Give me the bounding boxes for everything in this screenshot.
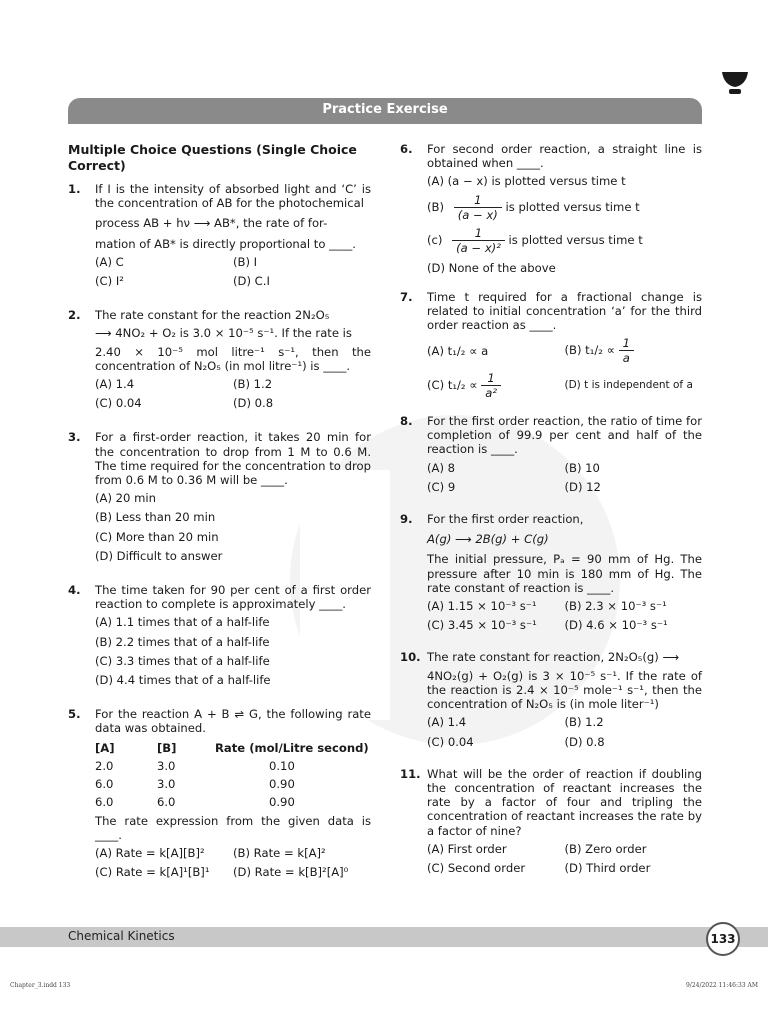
question-text: For the first order reaction, the ratio of time for completion of 99.9 per cent and half of the reaction is ____. xyxy=(427,414,702,457)
option[interactable]: (D) t is independent of a xyxy=(564,379,693,392)
question-number: 3. xyxy=(68,430,81,445)
header-underline xyxy=(68,122,702,124)
option[interactable]: (D) None of the above xyxy=(427,261,556,276)
question-5 xyxy=(68,707,371,879)
print-file-info: Chapter_3.indd 133 xyxy=(10,982,71,989)
question-text: For the reaction A + B ⇌ G, the following rate data was obtained. xyxy=(95,707,371,736)
question-text: 2.40 × 10⁻⁵ mol litre⁻¹ s⁻¹, then the concentration of N₂O₅ (in mol litre⁻¹) is ____. xyxy=(95,344,371,373)
fraction-denominator: a xyxy=(622,351,630,366)
table-header: [A] xyxy=(95,740,115,755)
question-4 xyxy=(68,583,371,687)
table-cell: 3.0 xyxy=(157,758,176,773)
question-text: The rate expression from the given data is ____. xyxy=(95,813,371,842)
question-text: For second order reaction, a straight line is obtained when ____. xyxy=(427,142,702,171)
question-number: 8. xyxy=(400,414,413,429)
print-timestamp: 9/24/2022 11:46:33 AM xyxy=(685,982,758,989)
option[interactable]: (A) First order xyxy=(427,841,507,856)
table-cell: 6.0 xyxy=(95,795,114,810)
question-text: The initial pressure, Pₐ = 90 mm of Hg. The pressure after 10 min is 180 mm of Hg. The rate constant of reaction is ____. xyxy=(427,552,702,595)
option[interactable]: (A) 1.15 × 10⁻³ s⁻¹ xyxy=(427,599,537,614)
option-label: (B) t₁/₂ ∝ xyxy=(564,343,615,358)
table-header-row xyxy=(95,739,369,757)
question-number: 5. xyxy=(68,707,81,722)
option[interactable]: (B) I xyxy=(233,254,258,269)
option[interactable]: (C) 0.04 xyxy=(95,396,142,411)
question-text: What will be the order of reaction if doubling the concentration of reactant increases the rate by a factor of four and tripling the concentration of reactant increases the rate by a factor of nine? xyxy=(427,766,702,838)
option[interactable]: (B) Less than 20 min xyxy=(95,510,216,525)
option[interactable]: (D) Rate = k[B]²[A]⁰ xyxy=(233,865,349,880)
table-row xyxy=(95,757,369,775)
question-text: The time taken for 90 per cent of a first order reaction to complete is approximately ____. xyxy=(95,583,371,612)
question-number: 2. xyxy=(68,308,81,323)
fraction-numerator: 1 xyxy=(619,336,634,351)
option[interactable]: (C) More than 20 min xyxy=(95,529,219,544)
option[interactable]: (C) 9 xyxy=(427,479,456,494)
options-grid xyxy=(427,461,702,494)
table-cell: 0.90 xyxy=(269,777,295,792)
question-text: For a first-order reaction, it takes 20 min for the concentration to drop from 1 M to 0.6 M. The time required for the concentration to drop from 0.6 M to 0.36 M will be ____. xyxy=(95,430,371,488)
fraction-numerator: 1 xyxy=(452,226,505,241)
cup-logo-icon xyxy=(722,72,748,96)
option[interactable] xyxy=(427,193,702,222)
option[interactable]: (A) C xyxy=(95,254,124,269)
question-number: 11. xyxy=(400,766,421,781)
question-3 xyxy=(68,430,371,563)
question-text: ⟶ 4NO₂ + O₂ is 3.0 × 10⁻⁵ s⁻¹. If the rate is xyxy=(95,326,352,341)
fraction xyxy=(481,371,501,400)
option[interactable] xyxy=(565,336,703,365)
table-cell: 3.0 xyxy=(157,777,176,792)
option[interactable]: (A) 1.4 xyxy=(427,715,467,730)
option[interactable]: (C) Rate = k[A]¹[B]¹ xyxy=(95,865,210,880)
fraction-numerator: 1 xyxy=(481,371,501,386)
table-row xyxy=(95,775,369,793)
table-cell: 0.10 xyxy=(269,758,295,773)
question-text: 4NO₂(g) + O₂(g) is 3 × 10⁻⁵ s⁻¹. If the rate of the reaction is 2.4 × 10⁻⁵ mole⁻¹ s⁻¹, then the concentration of N₂O₅ is (in mole liter⁻¹) xyxy=(427,668,702,712)
question-text: The rate constant for the reaction 2N₂O₅ xyxy=(95,308,330,323)
question-text: For the first order reaction, xyxy=(427,512,584,527)
fraction-denominator: (a − x) xyxy=(457,207,498,222)
section-title: Multiple Choice Questions (Single Choice Correct) xyxy=(68,142,357,173)
option[interactable] xyxy=(427,371,565,400)
question-number: 6. xyxy=(400,142,413,156)
option[interactable]: (B) 1.2 xyxy=(564,715,604,730)
fraction-denominator: a² xyxy=(485,385,497,400)
option[interactable]: (B) 2.3 × 10⁻³ s⁻¹ xyxy=(564,599,667,614)
question-7 xyxy=(400,290,702,400)
option[interactable]: (A) 20 min xyxy=(95,491,156,506)
options-grid xyxy=(427,842,702,875)
right-column xyxy=(400,142,702,875)
option-tail: is plotted versus time t xyxy=(505,199,640,214)
option[interactable]: (A) t₁/₂ ∝ a xyxy=(427,343,489,358)
option-label: (C) t₁/₂ ∝ xyxy=(427,377,478,392)
question-number: 9. xyxy=(400,512,413,527)
question-text: The rate constant for reaction, 2N₂O₅(g) ⟶ xyxy=(427,650,680,665)
section-header: Practice Exercise xyxy=(68,98,702,122)
option[interactable] xyxy=(427,226,702,255)
question-text: If I is the intensity of absorbed light and ‘C’ is the concentration of AB for the photochemical xyxy=(95,182,371,211)
question-text: process AB + hν ⟶ AB*, the rate of for- xyxy=(95,216,328,231)
fraction xyxy=(619,336,634,365)
option-label: (c) xyxy=(427,233,443,248)
option[interactable]: (D) Difficult to answer xyxy=(95,548,223,563)
table-cell: 6.0 xyxy=(157,795,176,810)
options-grid xyxy=(427,599,702,632)
fraction-numerator: 1 xyxy=(454,193,502,208)
rate-data-table xyxy=(95,739,369,812)
table-cell: 0.90 xyxy=(269,795,295,810)
option[interactable]: (C) 3.3 times that of a half-life xyxy=(95,653,270,668)
chapter-name: Chemical Kinetics xyxy=(68,929,175,943)
table-cell: 2.0 xyxy=(95,758,114,773)
fraction xyxy=(454,193,502,222)
question-6 xyxy=(400,142,702,276)
option[interactable]: (D) 0.8 xyxy=(233,396,274,411)
option-label: (B) xyxy=(427,199,445,214)
question-8 xyxy=(400,414,702,494)
question-number: 10. xyxy=(400,650,421,665)
options-grid xyxy=(95,846,371,879)
page-number: 133 xyxy=(706,922,740,956)
option[interactable]: (C) 3.45 × 10⁻³ s⁻¹ xyxy=(427,618,537,633)
fraction xyxy=(452,226,505,255)
option[interactable]: (A) 1.1 times that of a half-life xyxy=(95,615,270,630)
option[interactable]: (D) 4.4 times that of a half-life xyxy=(95,673,271,688)
option[interactable]: (C) 0.04 xyxy=(427,734,474,749)
options-grid xyxy=(95,255,371,288)
options-list xyxy=(95,491,371,563)
options-grid xyxy=(427,336,702,400)
option[interactable]: (B) 10 xyxy=(564,460,600,475)
options-list xyxy=(95,615,371,687)
question-text: Time t required for a fractional change is related to initial concentration ‘a’ for the third order reaction as ____. xyxy=(427,289,702,333)
option[interactable]: (D) Third order xyxy=(564,860,651,875)
options-grid xyxy=(95,377,371,410)
table-header: Rate (mol/Litre second) xyxy=(215,740,369,755)
option[interactable]: (D) 4.6 × 10⁻³ s⁻¹ xyxy=(564,618,668,633)
question-number: 7. xyxy=(400,289,413,304)
question-9 xyxy=(400,512,702,632)
option[interactable]: (B) 1.2 xyxy=(233,377,273,392)
question-number: 4. xyxy=(68,583,81,598)
option[interactable]: (A) Rate = k[A][B]² xyxy=(95,845,205,860)
option[interactable]: (B) Zero order xyxy=(564,841,647,856)
options-grid xyxy=(427,715,702,748)
question-10 xyxy=(400,650,702,748)
option[interactable]: (B) 2.2 times that of a half-life xyxy=(95,634,270,649)
question-text: mation of AB* is directly proportional to ____. xyxy=(95,236,356,251)
question-1 xyxy=(68,182,371,288)
option-tail: is plotted versus time t xyxy=(508,233,643,248)
table-header: [B] xyxy=(157,740,177,755)
option[interactable]: (A) (a − x) is plotted versus time t xyxy=(427,174,626,189)
option[interactable]: (C) I² xyxy=(95,274,124,289)
table-cell: 6.0 xyxy=(95,777,114,792)
left-column xyxy=(68,142,371,879)
table-row xyxy=(95,793,369,811)
reaction-equation: A(g) ⟶ 2B(g) + C(g) xyxy=(427,532,549,547)
fraction-denominator: (a − x)² xyxy=(456,241,501,256)
option[interactable]: (D) 12 xyxy=(564,479,601,494)
question-11 xyxy=(400,767,702,875)
question-2 xyxy=(68,308,371,410)
option[interactable]: (A) 8 xyxy=(427,460,456,475)
option[interactable]: (A) 1.4 xyxy=(95,377,135,392)
option[interactable]: (C) Second order xyxy=(427,860,526,875)
option[interactable]: (D) 0.8 xyxy=(564,734,605,749)
option[interactable]: (D) C.I xyxy=(233,274,270,289)
option[interactable]: (B) Rate = k[A]² xyxy=(233,845,326,860)
question-number: 1. xyxy=(68,182,81,196)
